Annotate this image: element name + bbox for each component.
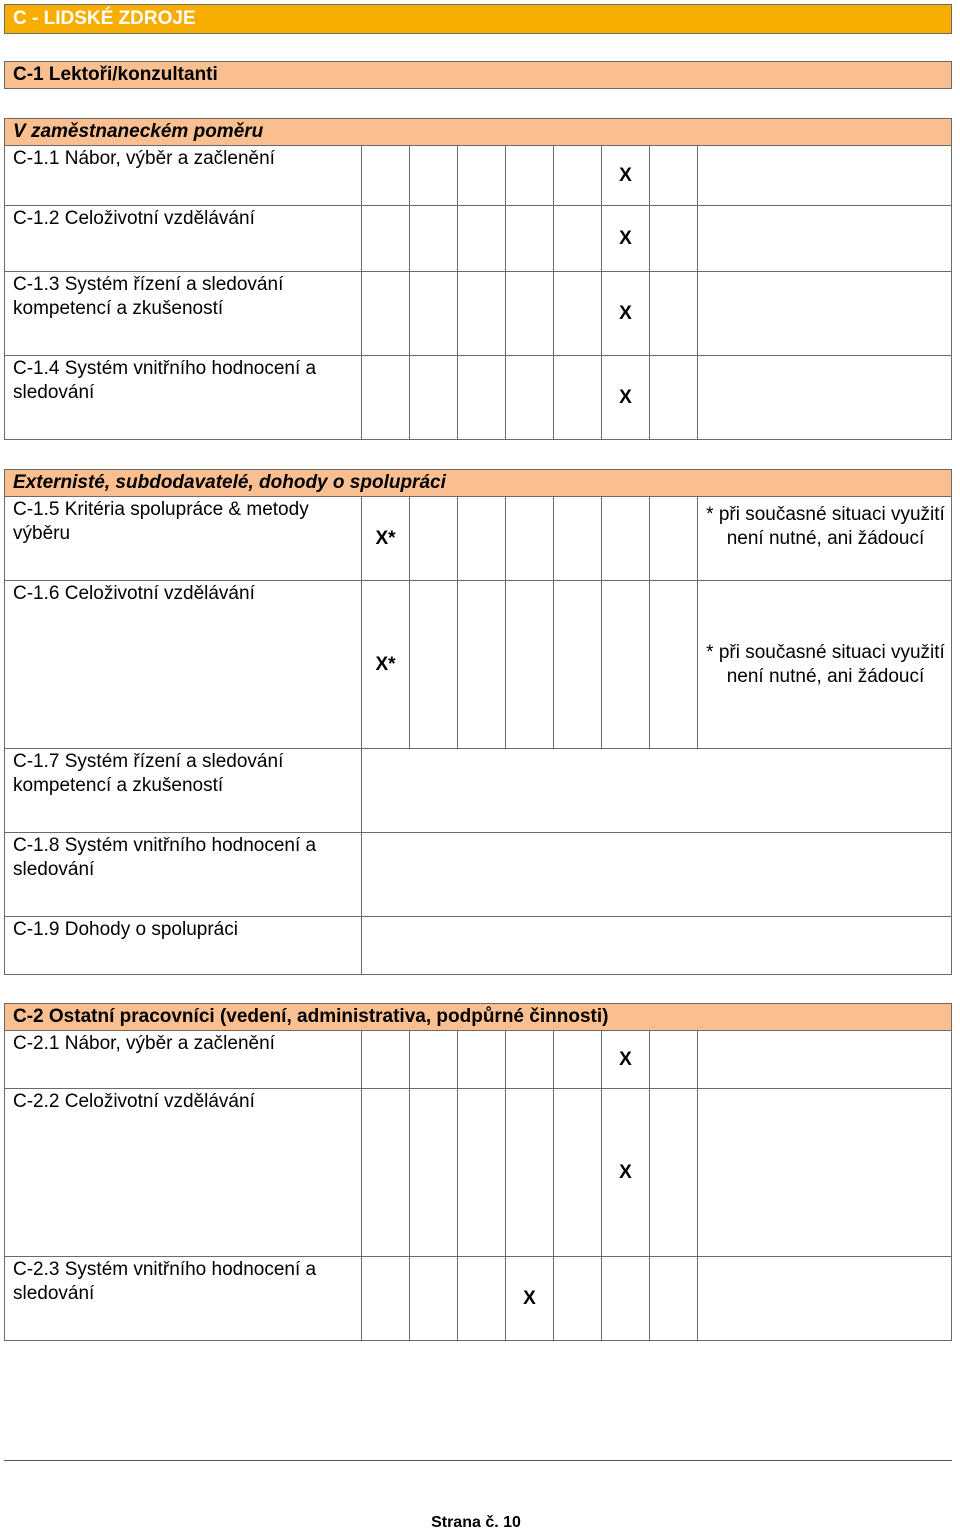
row-label: C-1.4 Systém vnitřního hodnocení a sledování (5, 356, 362, 440)
table-row (5, 1089, 952, 1257)
external-heading: Externisté, subdodavatelé, dohody o spolupráci (4, 469, 952, 497)
row-mark: X (602, 206, 650, 272)
c2-table (4, 1030, 952, 1341)
row-mark: X (602, 356, 650, 440)
row-label: C-1.5 Kritéria spolupráce & metody výběru (5, 497, 362, 581)
row-mark: X* (362, 497, 410, 581)
table-row (5, 272, 952, 356)
row-mark: X (602, 1089, 650, 1257)
section-title: C - LIDSKÉ ZDROJE (4, 4, 952, 34)
row-note: * při současné situaci využití není nutné, ani žádoucí (698, 581, 952, 749)
external-table (4, 496, 952, 975)
row-mark: X (602, 272, 650, 356)
table-row (5, 749, 952, 833)
row-mark: X* (362, 581, 410, 749)
table-row (5, 146, 952, 206)
footer-divider (4, 1460, 952, 1461)
table-row (5, 356, 952, 440)
row-label: C-1.9 Dohody o spolupráci (5, 917, 362, 975)
table-row (5, 1257, 952, 1341)
table-row (5, 581, 952, 749)
table-row (5, 833, 952, 917)
page-number: Strana č. 10 (431, 1514, 521, 1531)
c1-title: C-1 Lektoři/konzultanti (4, 61, 952, 89)
row-label: C-1.6 Celoživotní vzdělávání (5, 581, 362, 749)
row-label: C-2.1 Nábor, výběr a začlenění (5, 1031, 362, 1089)
row-label: C-2.3 Systém vnitřního hodnocení a sledování (5, 1257, 362, 1341)
table-row (5, 1031, 952, 1089)
employment-table (4, 145, 952, 440)
row-mark: X (506, 1257, 554, 1341)
row-mark: X (602, 1031, 650, 1089)
table-row (5, 206, 952, 272)
row-label: C-1.8 Systém vnitřního hodnocení a sledování (5, 833, 362, 917)
table-row (5, 917, 952, 975)
row-label: C-1.1 Nábor, výběr a začlenění (5, 146, 362, 206)
row-label: C-1.2 Celoživotní vzdělávání (5, 206, 362, 272)
row-note: * při současné situaci využití není nutné, ani žádoucí (698, 497, 952, 581)
row-label: C-1.7 Systém řízení a sledování kompetencí a zkušeností (5, 749, 362, 833)
employment-heading: V zaměstnaneckém poměru (4, 118, 952, 146)
row-mark: X (602, 146, 650, 206)
row-label: C-1.3 Systém řízení a sledování kompetencí a zkušeností (5, 272, 362, 356)
table-row (5, 497, 952, 581)
c2-title: C-2 Ostatní pracovníci (vedení, administrativa, podpůrné činnosti) (4, 1003, 952, 1031)
row-label: C-2.2 Celoživotní vzdělávání (5, 1089, 362, 1257)
